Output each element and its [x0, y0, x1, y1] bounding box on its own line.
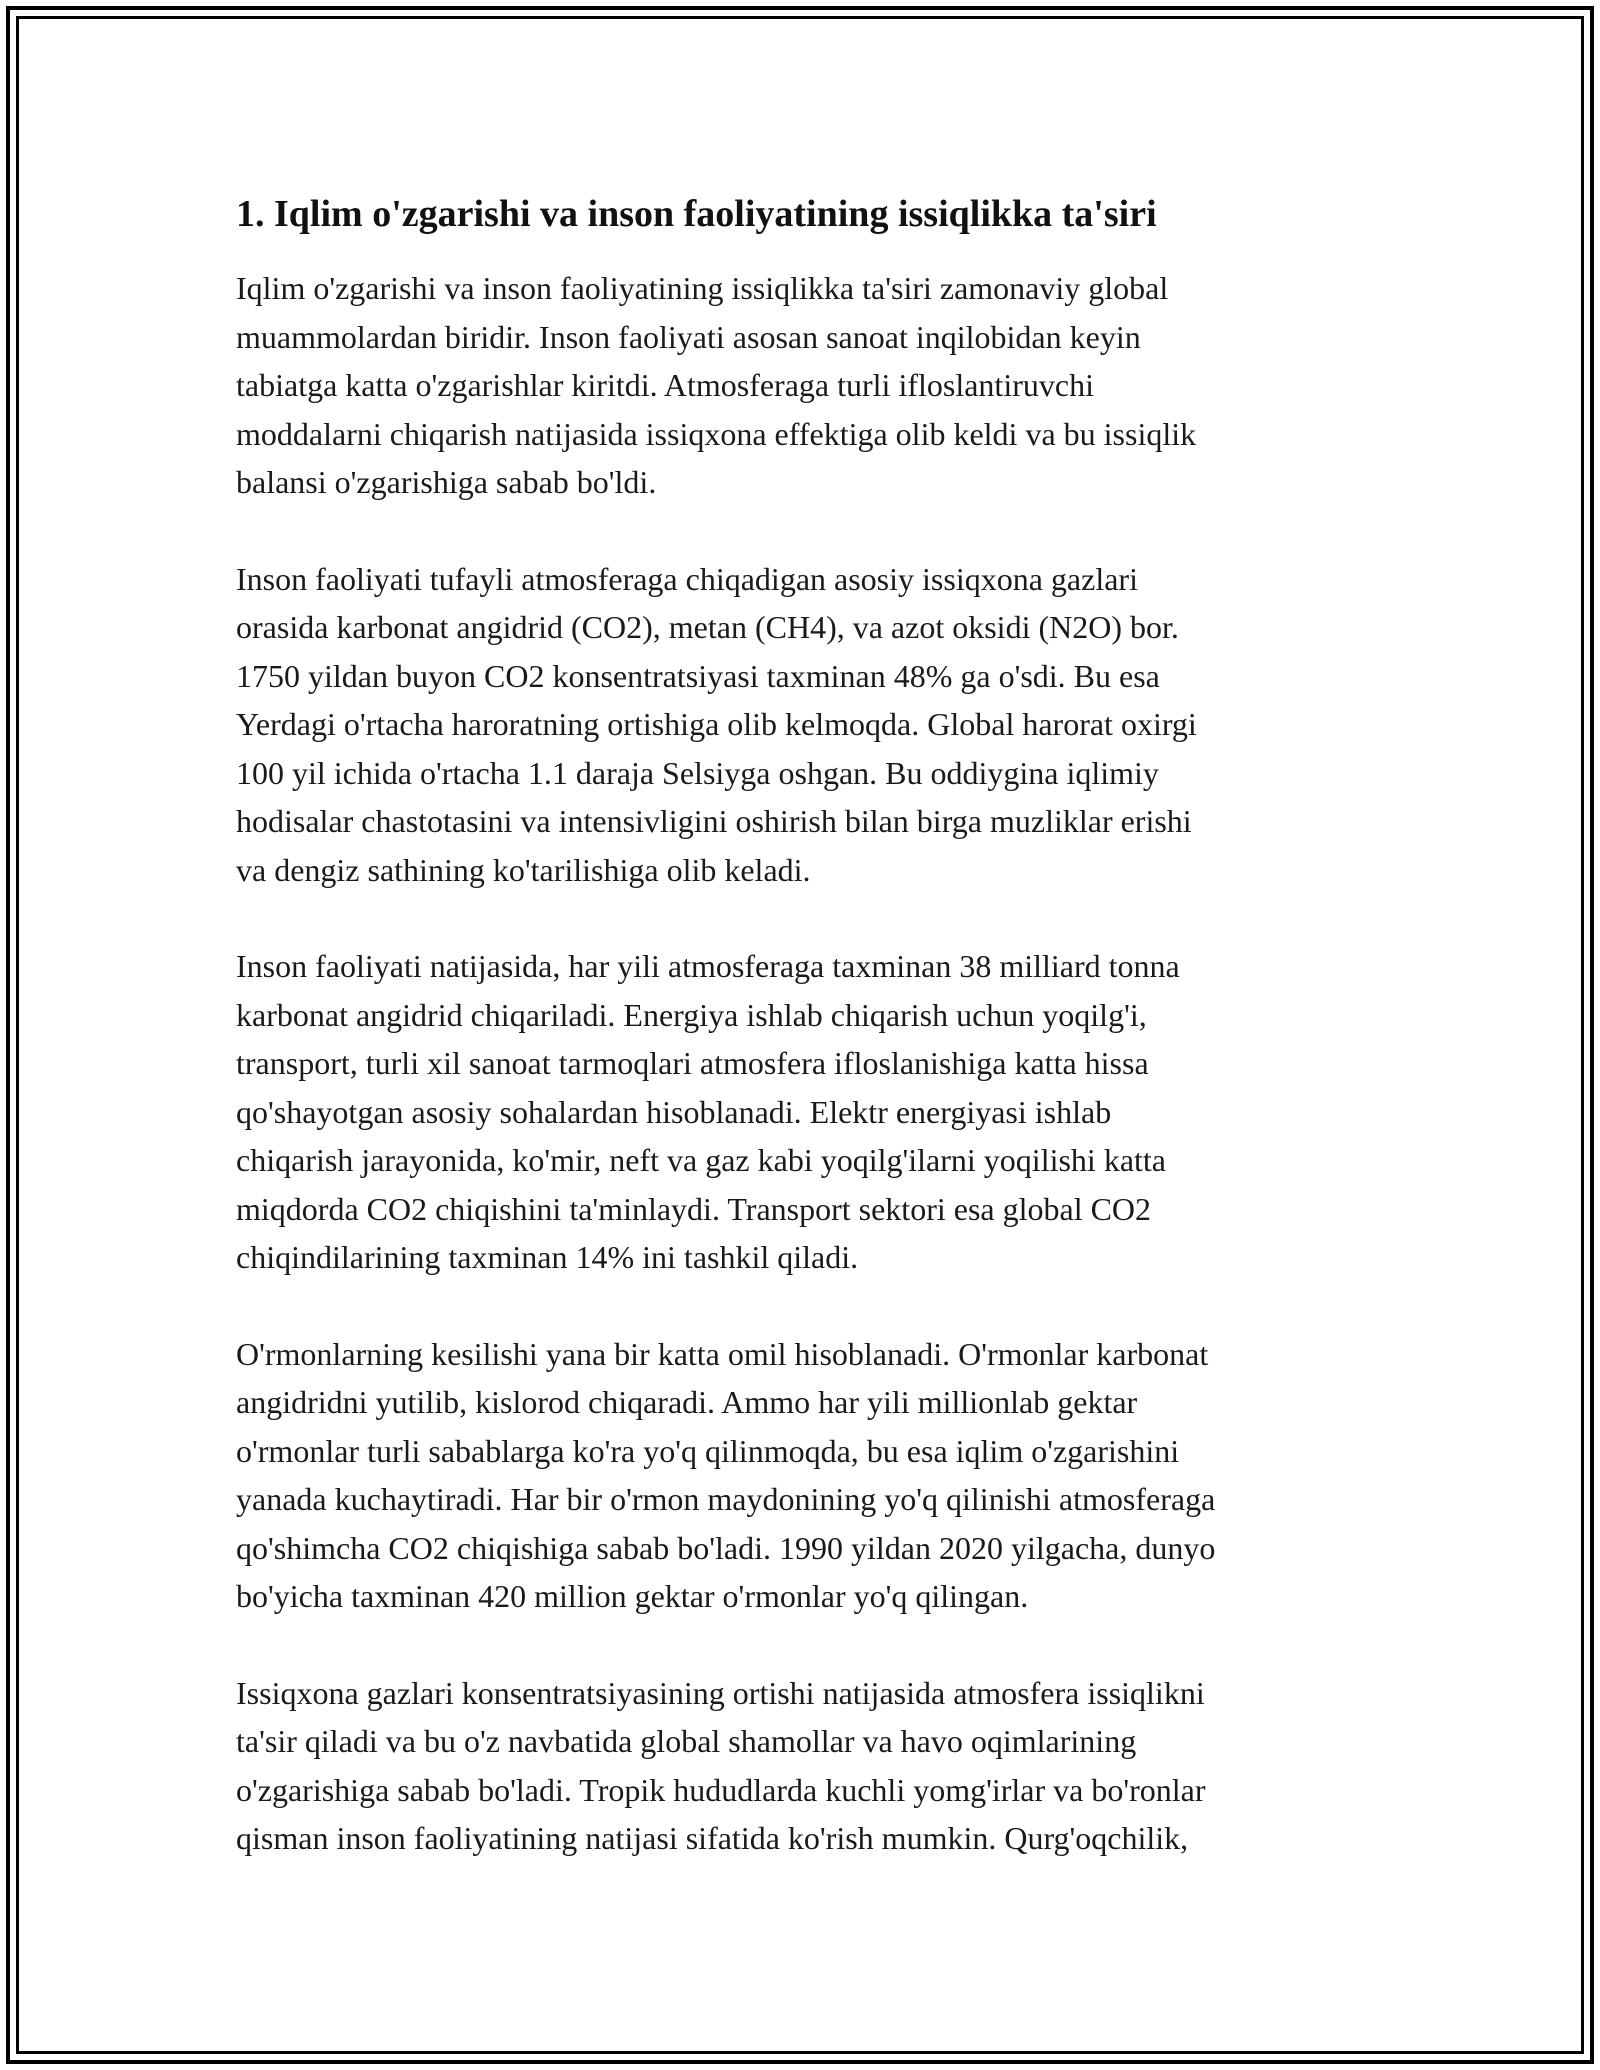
text-line: Inson faoliyati natijasida, har yili atmosferaga taxminan 38 milliard tonna: [236, 948, 1180, 984]
text-line: Issiqxona gazlari konsentratsiyasining ortishi natijasida atmosfera issiqlikni: [236, 1674, 1205, 1711]
text-line: tabiatga katta o'zgarishlar kiritdi. Atmosferaga turli ifloslantiruvchi: [236, 367, 1094, 403]
text-line: miqdorda CO2 chiqishini ta'minlaydi. Transport sektori esa global CO2: [236, 1190, 1152, 1227]
text-line: moddalarni chiqarish natijasida issiqxona effektiga olib keldi va bu issiqlik: [236, 415, 1197, 452]
text-line: balansi o'zgarishiga sabab bo'ldi.: [236, 464, 657, 500]
text-line: muammolardan biridir. Inson faoliyati asosan sanoat inqilobidan keyin: [236, 318, 1141, 355]
paragraph-3: [236, 942, 1376, 1282]
text-line: va dengiz sathining ko'tarilishiga olib keladi.: [236, 851, 811, 888]
text-line: yanada kuchaytiradi. Har bir o'rmon maydonining yo'q qilinishi atmosferaga: [236, 1481, 1216, 1517]
paragraph-4: [236, 1330, 1376, 1621]
text-line: karbonat angidrid chiqariladi. Energiya ishlab chiqarish uchun yoqilg'i,: [236, 996, 1147, 1033]
text-line: O'rmonlarning kesilishi yana bir katta omil hisoblanadi. O'rmonlar karbonat: [236, 1335, 1209, 1372]
document-body: [236, 186, 1376, 1911]
text-line: Yerdagi o'rtacha haroratning ortishiga olib kelmoqda. Global harorat oxirgi: [236, 706, 1197, 742]
text-line: 1750 yildan buyon CO2 konsentratsiyasi taxminan 48% ga o'sdi. Bu esa: [236, 657, 1160, 694]
text-line: angidridni yutilib, kislorod chiqaradi. Ammo har yili millionlab gektar: [236, 1384, 1138, 1420]
text-line: qisman inson faoliyatining natijasi sifatida ko'rish mumkin. Qurg'oqchilik,: [236, 1820, 1189, 1856]
text-line: chiqindilarining taxminan 14% ini tashkil qiladi.: [236, 1239, 859, 1275]
text-line: hodisalar chastotasini va intensivligini oshirish bilan birga muzliklar erishi: [236, 803, 1192, 839]
text-line: qo'shimcha CO2 chiqishiga sabab bo'ladi. 1990 yildan 2020 yilgacha, dunyo: [236, 1529, 1216, 1566]
text-line: orasida karbonat angidrid (CO2), metan (CH4), va azot oksidi (N2O) bor.: [236, 609, 1179, 645]
paragraph-5: [236, 1669, 1376, 1863]
section-heading: 1. Iqlim o'zgarishi va inson faoliyatining issiqlikka ta'siri: [236, 193, 1157, 235]
text-line: bo'yicha taxminan 420 million gektar o'rmonlar yo'q qilingan.: [236, 1578, 1029, 1614]
text-line: chiqarish jarayonida, ko'mir, neft va gaz kabi yoqilg'ilarni yoqilishi katta: [236, 1142, 1166, 1178]
text-line: Iqlim o'zgarishi va inson faoliyatining issiqlikka ta'siri zamonaviy global: [236, 270, 1169, 306]
text-line: qo'shayotgan asosiy sohalardan hisoblanadi. Elektr energiyasi ishlab: [236, 1093, 1112, 1130]
text-line: o'zgarishiga sabab bo'ladi. Tropik hududlarda kuchli yomg'irlar va bo'ronlar: [236, 1771, 1206, 1808]
text-line: transport, turli xil sanoat tarmoqlari atmosfera ifloslanishiga katta hissa: [236, 1045, 1149, 1081]
text-line: Inson faoliyati tufayli atmosferaga chiqadigan asosiy issiqxona gazlari: [236, 560, 1138, 597]
paragraph-2: [236, 555, 1376, 895]
paragraph-1: [236, 264, 1376, 507]
text-line: 100 yil ichida o'rtacha 1.1 daraja Selsiyga oshgan. Bu oddiygina iqlimiy: [236, 754, 1159, 791]
text-line: o'rmonlar turli sabablarga ko'ra yo'q qilinmoqda, bu esa iqlim o'zgarishini: [236, 1432, 1180, 1469]
text-line: ta'sir qiladi va bu o'z navbatida global shamollar va havo oqimlarining: [236, 1723, 1137, 1759]
